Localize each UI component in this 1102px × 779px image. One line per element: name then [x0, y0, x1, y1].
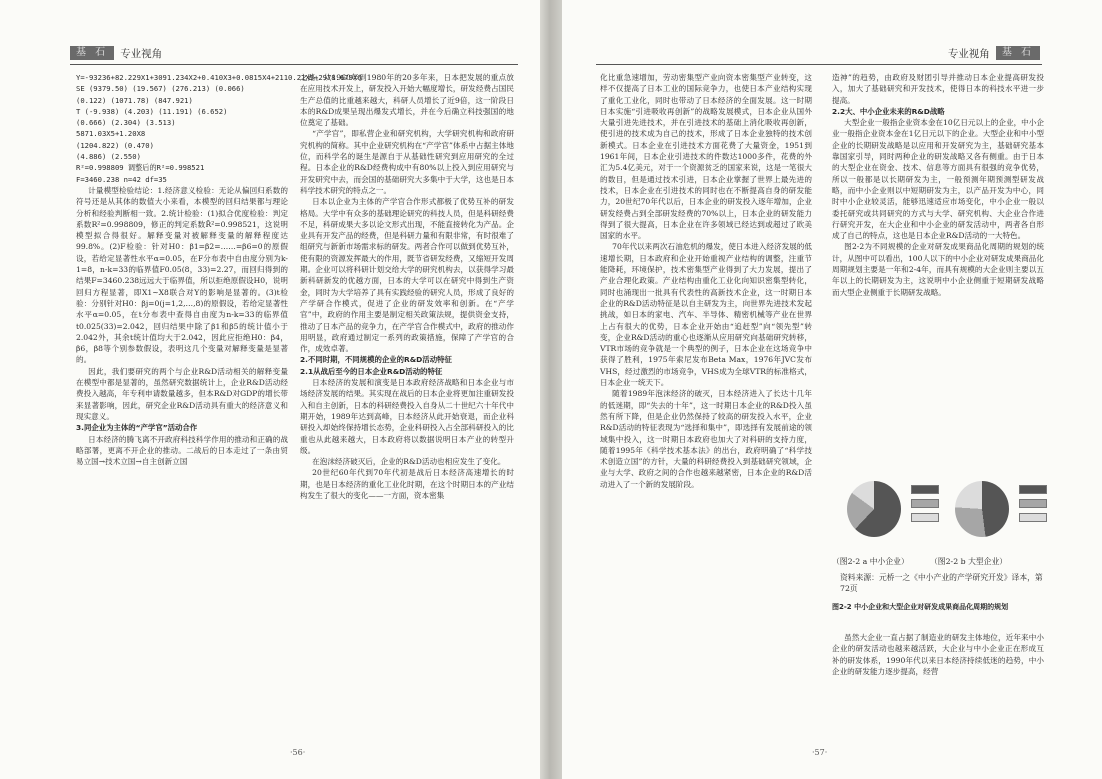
paragraph: “产学官”，即私营企业和研究机构，大学研究机构和政府研究机构的简称。其中企业研究机构在“产学官”体系中占据主体地位，而科学名的诞生是源自于从基础性研究到应用研究的全过程。日本企业的R&D经费构成中有80%以上投入到应用研究与开发研究中去，而会国的基础研究大多集中于大学，这也是日本科学技术研究的特点之一。 — [300, 129, 514, 195]
left-page — [0, 0, 540, 779]
equation-line: SE (9379.50) (19.567) (276.213) (0.066) — [76, 84, 245, 94]
paragraph: 化比重急速增加，劳动密集型产业向资本密集型产业转变，这样不仅提高了日本工业的国际竞争力，也使日本产业结构实现了重化工业化，同时也带动了日本经济的全面发展。这一时期日本实施“引进吸收再创新”的战略发展模式，日本企业从国外大量引进先进技术，并在引进技术的基础上消化吸收再创新，使引进的技术成为自己的技术，形成了日本企业独特的技术创新模式。日本企业在引进技术方面花费了大量资金，1951到1961年间，日本企业引进技术的件数达1000多件，花费的外汇为5.4亿美元，对于一个资源贫乏的国家来说，这是一笔很大的数目，但是通过技术引进，日本企业掌握了世界上最先进的技术，日本企业在引进技术的同时也在不断提高自身的研发能力，20世纪70年代以后，日本企业的研发投入逐年增加，企业研发经费占到全部研发经费的70%以上，日本企业的研发能力得到了很大提高，日本企业在许多领域已经达到或超过了欧美国家的水平。 — [600, 73, 812, 241]
figure-source: 资料来源：元桥一之《中小产业的产学研究开发》译本，第72页 — [840, 573, 1043, 593]
legend-swatch — [1019, 485, 1047, 494]
paragraph: 造神”的趋势，由政府及财团引导并推动日本企业提高研发投入，加大了基础研究和开发技术，使得日本的科技水平进一步提高。 — [832, 73, 1044, 105]
paragraph: 随着1989年泡沫经济的破灭，日本经济进入了长达十几年的低迷期，即“失去的十年”，这一时期日本企业的R&D投入虽然有所下降，但是企业仍然保持了较高的研发投入水平，企业R&D活动的特征表现为“选择和集中”，即选择有发展前途的领域集中投入，这一时期日本政府也加大了对科研的支持力度，随着1995年《科学技术基本法》的出台，政府明确了“科学技术创造立国”的方针，大量的科研经费投入到基础研究领域，企业与大学、政府之间的合作也越来越紧密，日本企业的R&D活动进入了一个新的发展阶段。 — [600, 389, 812, 489]
paragraph: 日本经济的腾飞离不开政府科技科学作用的推动和正确的战略部署，更离不开企业的推动。二战后的日本走过了一条由贸易立国→技术立国→自主创新立国 — [76, 434, 288, 467]
section-heading: 3.同企业为主体的“产学官”活动合作 — [76, 423, 198, 433]
left-column-1 — [76, 72, 362, 752]
left-page-number: ·56· — [290, 748, 306, 757]
legend-swatch — [1019, 499, 1047, 508]
right-column-2 — [832, 72, 1044, 472]
equation-line: (4.886) (2.550) — [76, 152, 141, 162]
left-header — [70, 44, 168, 62]
legend-swatch — [911, 499, 939, 508]
right-header — [942, 44, 1040, 62]
pie-legend-a — [911, 485, 939, 527]
paragraph: 因此，我们要研究的两个与企业R&D活动相关的解释变量在模型中都是显著的，虽然研究数据统计上，企业R&D活动经费投入越高，年专利申请数量越多，但本R&D对GDP的增长带来显著影响，因此，研究企业R&D活动具有重大的经济意义和现实意义。 — [76, 366, 288, 421]
pie-chart-small-firms — [847, 481, 901, 537]
left-column-2 — [300, 72, 514, 752]
equation-line: (0.666) (2.304) (3.513) — [76, 118, 176, 128]
pie-chart-large-firms — [955, 481, 1009, 537]
paragraph: 70年代以来两次石油危机的爆发，使日本进入经济发展的低速增长期，日本政府和企业开始重视产业结构的调整，注重节能降耗，环境保护，技术密集型产业得到了大力发展，提出了产业合理化政策。产业结构由重化工业化向知识密集型转化，同时也涌现出一批具有代表性的高新技术企业，这一时期日本企业的R&D活动特征是以自主研发为主，向世界先进技术发起挑战，如日本的家电、汽车、半导体、精密机械等产业在世界上占有很大的优势，日本企业开始由“追赶型”向“领先型”转变，企业R&D活动的重心也逐渐从应用研究向基础研究转移，VTR市场的竞争就是一个典型的例子，日本企业在这场竞争中获得了胜利，1975年索尼发布Beta Max，1976年JVC发布VHS，经过激烈的市场竞争，VHS成为全球VTR的标准格式，日本企业一统天下。 — [600, 242, 812, 388]
equation-line: T (-9.938) (4.203) (11.191) (6.652) — [76, 106, 228, 116]
left-header-rule — [70, 64, 518, 65]
right-header-rule — [596, 64, 1042, 65]
figure-caption-b: （图2-2 b 大型企业） — [930, 557, 1008, 566]
paragraph: 日本以企业为主体的产学官合作形式都极了优势互补的研发格局。大学中有众多的基础理论研究的科技人员，但是科研经费不足，科研成果大多以论文形式出现，不能直接转化为产品。企业具有开发产品的经费，但是科研力量和有限非常，有时很难了组研究与新新市场需求标的研发。两者合作可以做到优势互补，使有限的资源发挥最大的作用，既节省研发经费，又缩短开发周期。企业可以将科研计划交给大学的研究机构去，以获得学习最新科研新发的优越方面，日本的大学可以在研究中得到生产资金，同时为大学培养了具有实践经验的研究人员，形成了良好的产学研合作模式，促进了企业的研发效率和创新。在“产学官”中，政府的作用主要是制定相关政策法规，提供资金支持，推动了日本产品的竞争力，在产学官合作模式中，政府的推动作用明显，政府通过制定一系列的政策措施，保障了产学官的合作，成效卓著。 — [300, 197, 514, 354]
right-column-1 — [600, 72, 812, 752]
pie-legend-b — [1019, 485, 1047, 527]
legend-swatch — [1019, 513, 1047, 522]
equation-line: 5871.03X5+1.20X8 — [76, 129, 146, 139]
section-heading: 2.不同时期，不同规模的企业的R&D活动特征 — [300, 355, 452, 365]
paragraph: 之路。从1960年到1980年的20多年来，日本把发展的重点放在应用技术开发上，研发投入开始大幅度增长，研发经费占国民生产总值的比重越来越大，科研人员增长了近9倍，这一阶段日本的R&D成果呈现出爆发式增长，并在今后确立科技强国的地位奠定了基础。 — [300, 73, 514, 128]
paragraph: 计量模型检验结论：1.经济意义检验：无论从偏回归系数的符号还是从其体的数值大小来看，本模型的回归结果都与理论分析和经验判断相一致。2.统计检验：(1)拟合优度检验：判定系数R²=0.998809，修正的判定系数R̄²=0.998521，这说明模型拟合得很好。解释变量对被解释变量的解释程度达99.8%。(2)F检验：针对H0：β1=β2=……=β6=0的原假设，若给定显著性水平α=0.05，在F分布表中自由度分别为k-1=8，n-k=33的临界值F0.05(8，33)=2.27，而回归得到的结果F=3460.238远远大于临界值，所以拒绝原假设H0，说明回归方程显著，即X1~X8联合对Y的影响是显著的。(3)t检验：分别针对H0：βj=0(j=1,2,…,8)的原假设，若给定显著性水平α=0.05，在t分布表中查得自由度为n-k=33的临界值t0.025(33)=2.042，回归结果中除了β1和β5的统计值小于2.042外，其余t统计值均大于2.042，因此应拒绝H0：β4，β6，β8等个别参数假设，表明这几个变量对解释变量是显著的。 — [76, 185, 288, 365]
right-page — [562, 0, 1102, 779]
paragraph: 图2-2为不同规模的企业对研发成果商品化周期的规划的统计，从图中可以看出，100人以下的中小企业对研发成果商品化周期规划主要是一年和2-4年，而具有规模的大企业则主要以五年以上的长期研发为主，这说明中小企业侧重于短期研发战略而大型企业侧重于长期研发战略。 — [832, 242, 1044, 297]
right-column-2-bottom — [832, 632, 1044, 752]
section-heading: 2.1从战后至今的日本企业R&D活动的特征 — [300, 366, 443, 376]
equation-line: (1204.822) (0.470) — [76, 140, 154, 150]
paragraph: 大型企业一般指企业资本金在10亿日元以上的企业，中小企业一般指企业资本金在1亿日元以下的企业。大型企业和中小型企业的长期研发战略是以应用和开发研究为主，基础研究基本靠国家引导，同时两种企业的研发战略又各有侧重。由于日本的大型企业在资金、技术、信息等方面具有很强的竞争优势，所以一般都是以长期研发为主，一般预测年期预测型研发战略，而中小企业则以中短期研发为主，以产品开发为中心，同时中小企业较灵活，能够迅速适应市场变化，中小企业一般以委托研究或共同研究的方式与大学、研究机构、大企业合作进行研究开发，在大企业和中小企业的研发活动中，两者各自形成了自己的特点，这也是日本企业R&D活动的一大特色。 — [832, 118, 1044, 241]
equation-line: F=3460.238 n=42 df=35 — [76, 174, 167, 184]
right-header-tag: 基 石 — [996, 46, 1040, 60]
right-header-section: 专业视角 — [947, 47, 990, 60]
left-header-tag: 基 石 — [70, 46, 114, 60]
figure-caption-a: （图2-2 a 中小企业） — [832, 557, 909, 566]
paragraph: 在泡沫经济破灭后，企业的R&D活动也相应发生了变化。 — [312, 457, 506, 467]
equation-line: Y=-93236+82.229X1+3091.234X2+0.410X3+0.0815X4+2110.21X5+2978.679X6 — [76, 73, 362, 82]
paragraph: 日本经济的发展和演变是日本政府经济战略和日本企业与市场经济发展的结果。其实现在战后的日本企业将更加注重研发投入和自主创新，日本的科研经费投入自身从二十世纪六十年代中期开始，1989年达到高峰，日本经济从此开始衰退，而企业科研投入却始终保持增长态势，企业科研投入占全部科研投入的比重也从此越来越大，日本政府将以数据说明日本产业的转型升级。 — [300, 378, 514, 455]
equation-line: (0.122) (1071.78) (847.921) — [76, 95, 193, 105]
paragraph: 虽然大企业一直占据了制造业的研发主体地位，近年来中小企业的研发活动也越来越活跃，大企业与中小企业正在形成互补的研发体系，1990年代以来日本经济持续低迷的趋势，中小企业的研发能力逐步提高，经营 — [832, 633, 1044, 676]
right-page-number: ·57· — [812, 748, 828, 757]
figure-2-2-pies — [837, 475, 1057, 553]
figure-title: 图2-2 中小企业和大型企业对研发成果商品化周期的规划 — [832, 603, 1009, 611]
left-header-section: 专业视角 — [120, 47, 163, 60]
paragraph: 20世纪60年代到70年代初是战后日本经济高速增长的时期，也是日本经济的重化工业化时期，在这个时期日本的产业结构发生了很大的变化——一方面，资本密集 — [300, 468, 514, 500]
section-heading: 2.2大、中小企业未来的R&D战略 — [832, 106, 945, 116]
equation-line: R²=0.998809 调整后的R²=0.998521 — [76, 163, 205, 173]
book-gutter — [540, 0, 562, 779]
legend-swatch — [911, 513, 939, 522]
legend-swatch — [911, 485, 939, 494]
